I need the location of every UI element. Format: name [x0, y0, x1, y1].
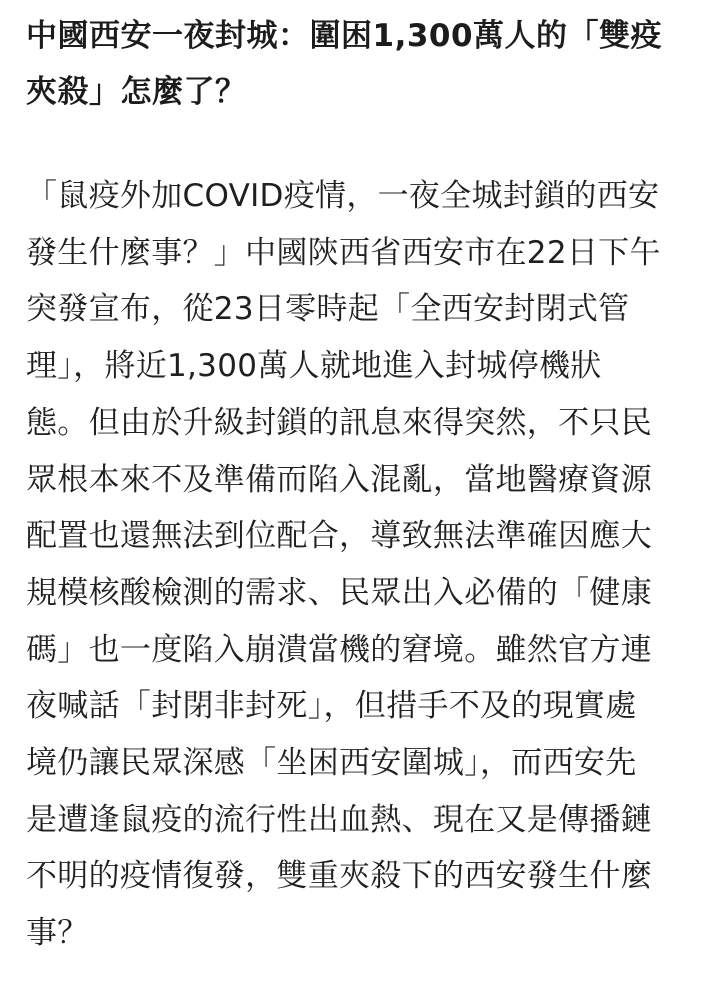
body-line: 是遭逢鼠疫的流行性出血熱、現在又是傳播鏈 [26, 801, 652, 838]
article-headline [26, 8, 696, 120]
article-body [26, 168, 696, 962]
body-line: 規模核酸檢測的需求、民眾出入必備的「健康 [26, 574, 652, 611]
headline-line: 夾殺」怎麼了？ [26, 74, 247, 110]
body-line: 眾根本來不及準備而陷入混亂，當地醫療資源 [26, 461, 652, 498]
body-line: 夜喊話「封閉非封死」，但措手不及的現實處 [26, 688, 637, 725]
body-line: 突發宣布，從23日零時起「全西安封閉式管 [26, 291, 630, 328]
body-line: 事？ [26, 915, 89, 952]
headline-line: 中國西安一夜封城：圍困1,300萬人的「雙疫 [26, 18, 663, 54]
body-line: 不明的疫情復發，雙重夾殺下的西安發生什麼 [26, 858, 652, 895]
body-line: 理」，將近1,300萬人就地進入封城停機狀 [26, 348, 602, 385]
body-line: 「鼠疫外加COVID疫情，一夜全城封鎖的西安 [26, 178, 660, 214]
body-line: 碼」也一度陷入崩潰當機的窘境。雖然官方連 [26, 631, 652, 668]
body-line: 配置也還無法到位配合，導致無法準確因應大 [26, 518, 652, 555]
body-line: 態。但由於升級封鎖的訊息來得突然，不只民 [26, 404, 652, 441]
article [26, 8, 696, 962]
body-line: 發生什麼事？」中國陝西省西安市在22日下午 [26, 234, 661, 271]
body-line: 境仍讓民眾深感「坐困西安圍城」，而西安先 [26, 745, 637, 782]
